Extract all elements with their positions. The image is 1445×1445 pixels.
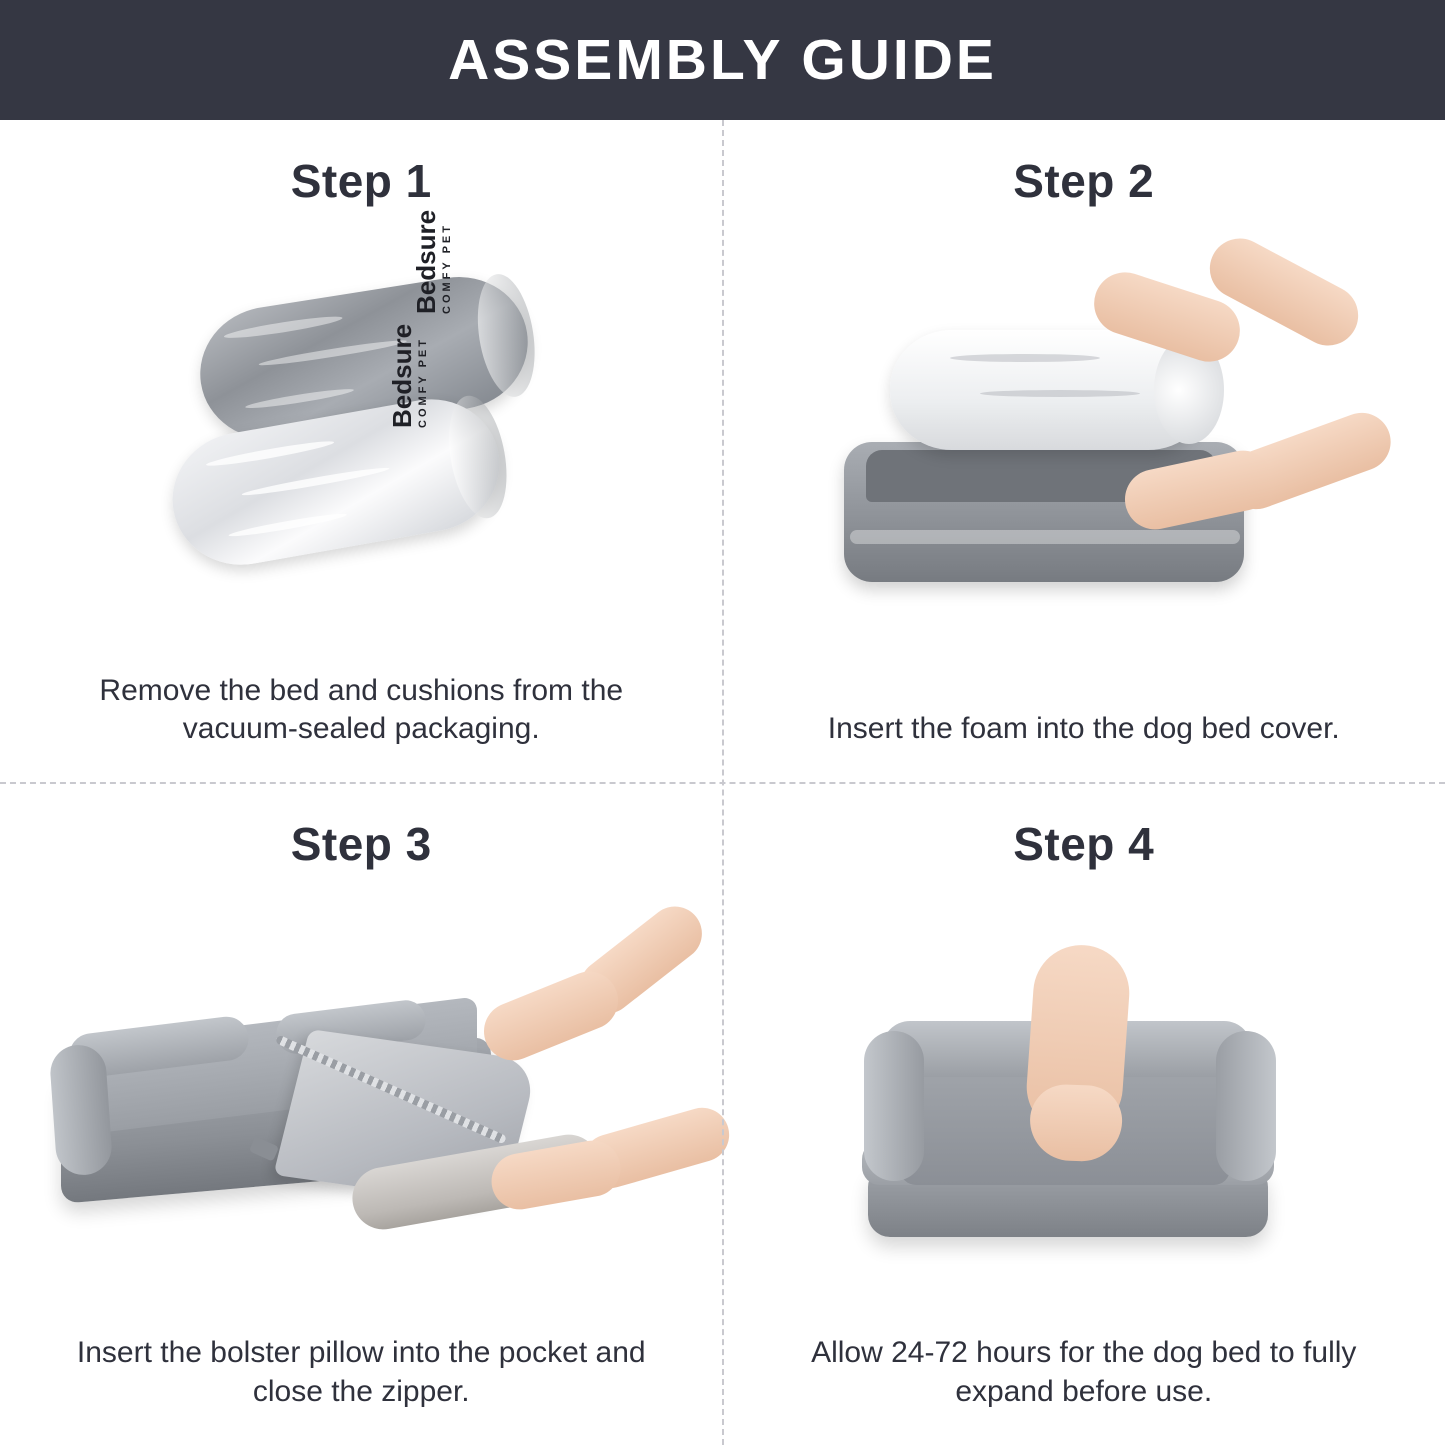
step-1-illustration <box>30 209 693 672</box>
white-roll-brand-label: Bedsure COMFY PET <box>387 323 430 428</box>
step-2-caption: Insert the foam into the dog bed cover. <box>827 712 1340 746</box>
vacuum-sealed-rolls-image <box>151 209 571 608</box>
insert-foam-image <box>824 292 1344 632</box>
page-header <box>0 0 1445 120</box>
bolster-side-icon <box>49 1044 114 1178</box>
white-foam-roll-icon <box>162 388 510 575</box>
bolster-right-icon <box>1216 1031 1276 1181</box>
step-card-4 <box>723 783 1445 1445</box>
step-4-caption: Allow 24-72 hours for the dog bed to fully expand before use. <box>811 1336 1357 1408</box>
roll-end-cap-icon <box>441 391 516 522</box>
grey-roll-brand-label: Bedsure COMFY PET <box>411 209 454 314</box>
step-card-1 <box>0 120 723 783</box>
step-1-caption: Remove the bed and cushions from the vacuum-sealed packaging. <box>99 673 624 746</box>
step-4-illustration <box>753 877 1416 1335</box>
hand-holding-flap-icon <box>475 963 627 1069</box>
step-3-title: Step 3 <box>290 817 432 870</box>
assembled-bed-image <box>834 935 1334 1275</box>
steps-grid <box>0 120 1445 1445</box>
step-card-2 <box>723 120 1445 783</box>
step-3-caption: Insert the bolster pillow into the pocket and close the zipper. <box>76 1336 646 1408</box>
step-2-illustration <box>753 214 1416 710</box>
step-3-illustration <box>30 877 693 1335</box>
cover-piping-icon <box>850 530 1240 544</box>
roll-end-cap-icon <box>470 270 543 401</box>
insert-bolster-image <box>51 925 671 1285</box>
step-2-title: Step 2 <box>1013 155 1155 207</box>
step-1-title: Step 1 <box>290 155 432 207</box>
bolster-left-icon <box>864 1031 924 1181</box>
page-title: ASSEMBLY GUIDE <box>448 28 997 92</box>
step-4-title: Step 4 <box>1013 817 1155 870</box>
step-card-3 <box>0 783 723 1445</box>
